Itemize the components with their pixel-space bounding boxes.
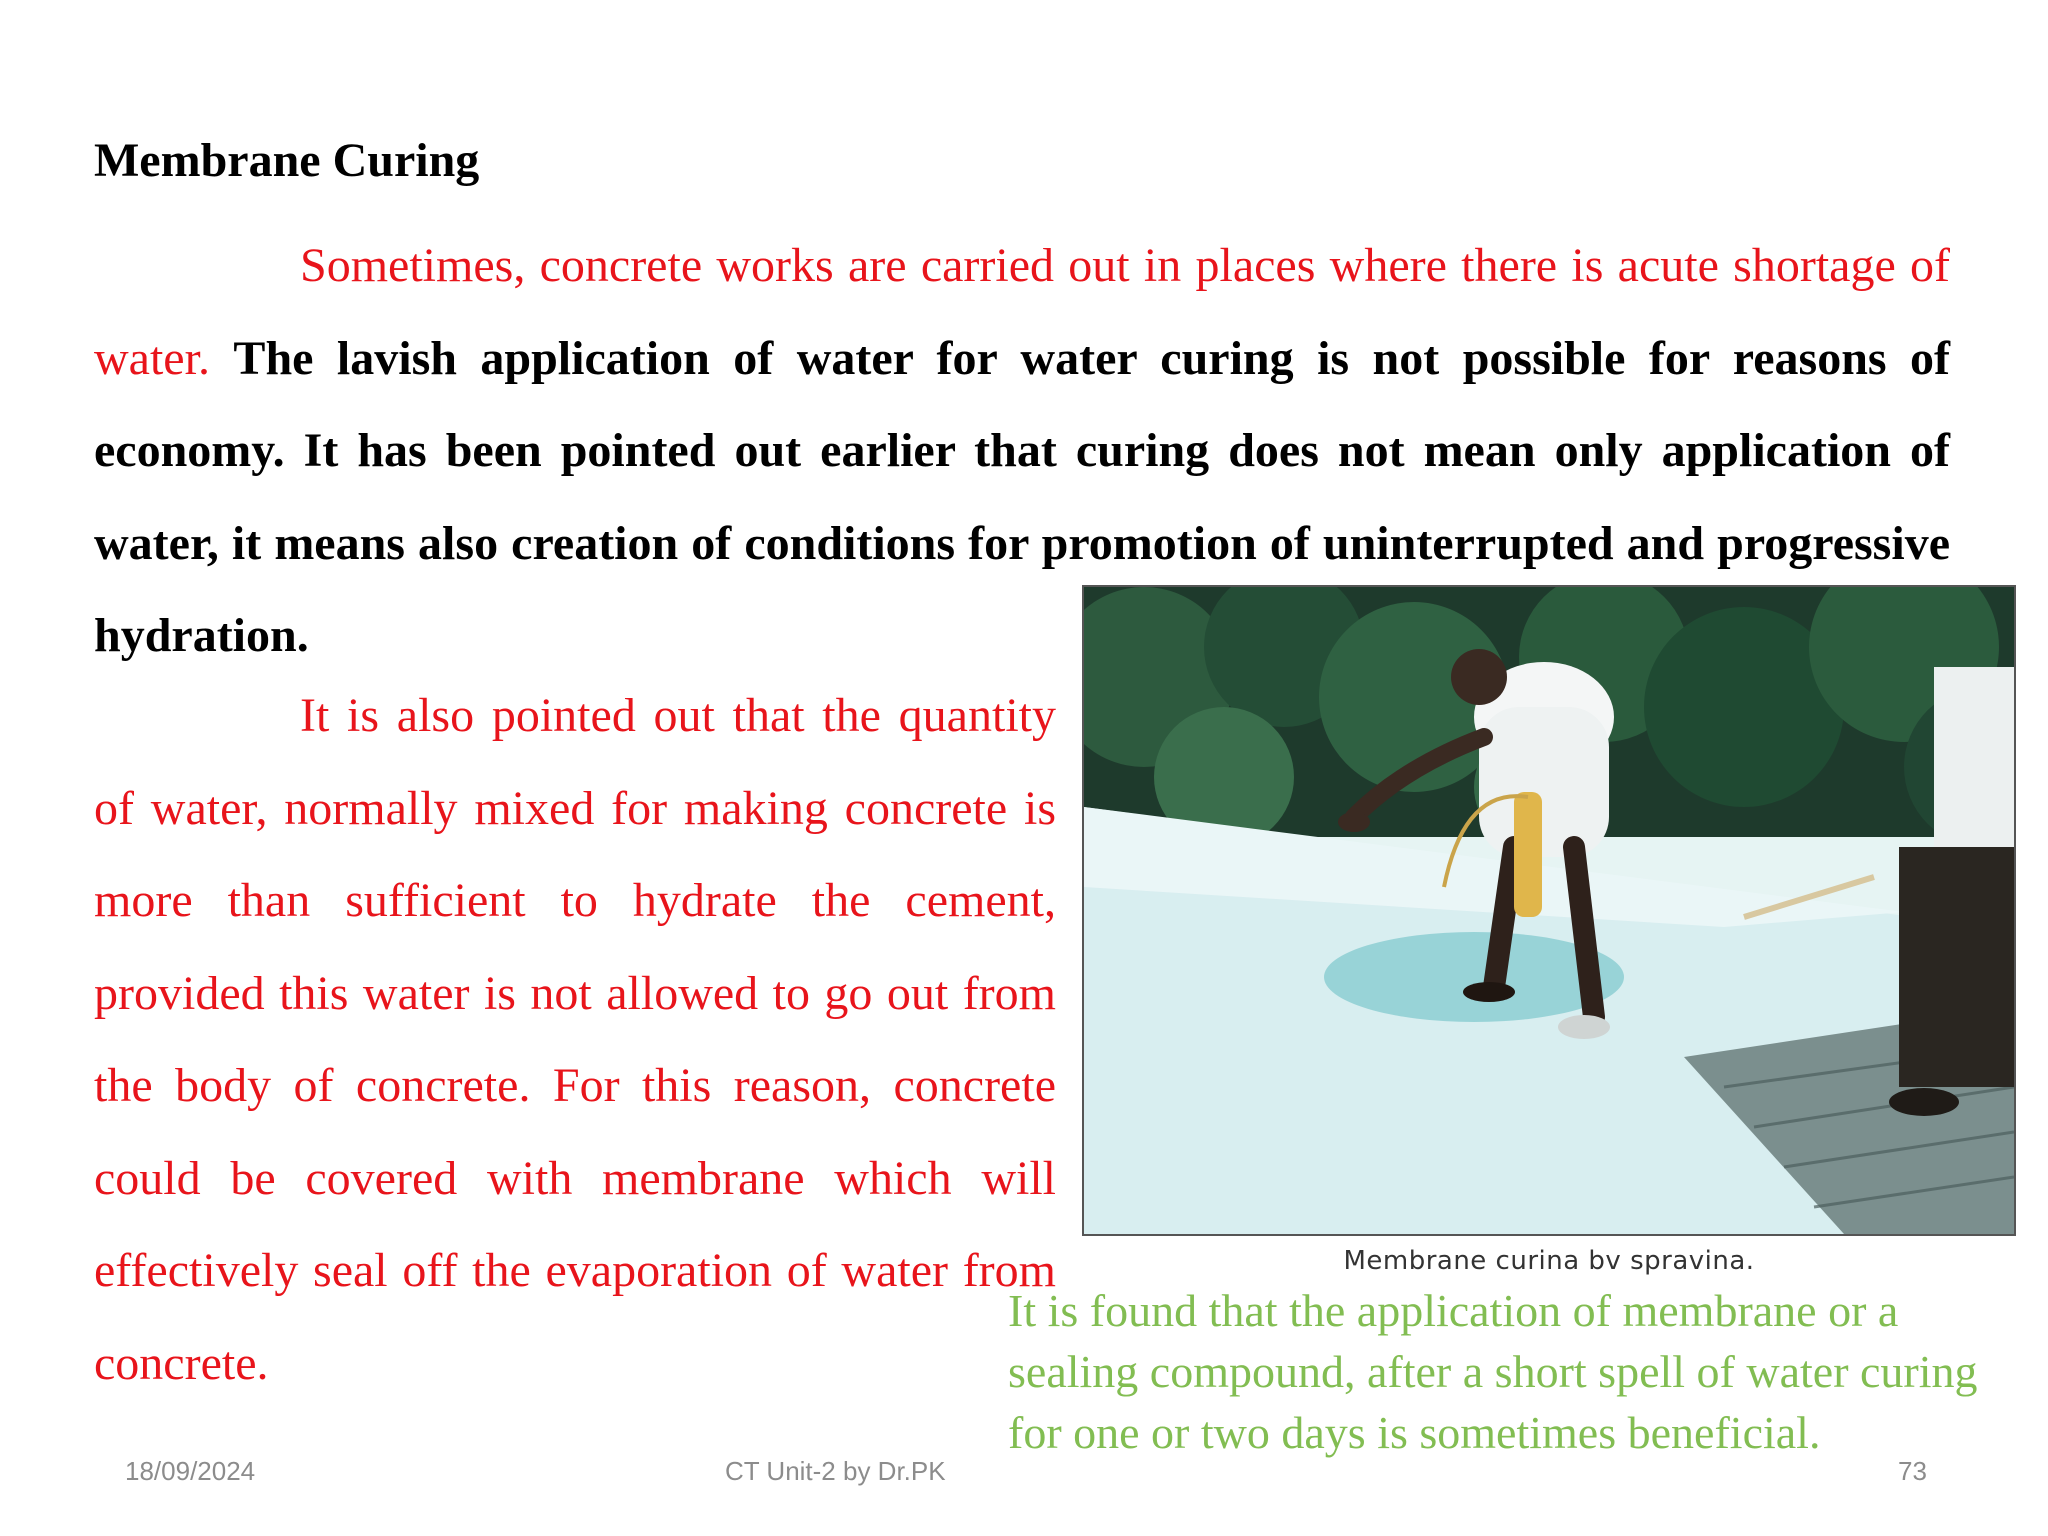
membrane-curing-photo	[1082, 585, 2016, 1236]
slide-number: 73	[1898, 1456, 1927, 1486]
water-paragraph-text: It is also pointed out that the quantity of water, normally mixed for making concrete is more than sufficient to hydrate the cement, provided this water is not allowed to go out from the body of concrete. For this reason, concrete could be covered with membrane which will effectively seal off the evaporation of water from concrete.	[94, 689, 1056, 1390]
intro-bold-text: The lavish application of water for water curing is not possible for reasons of economy. It has been pointed out earlier that curing does not mean only application of water, it means also creation of conditions for promotion of uninterrupted and progressive hydration.	[94, 331, 1951, 662]
footer-date: 18/09/2024	[125, 1456, 256, 1486]
slide-heading: Membrane Curing	[94, 134, 480, 187]
photo-illustration	[1084, 587, 2014, 1234]
green-note: It is found that the application of membrane or a sealing compound, after a short spell of water curing for one or two days is sometimes beneficial.	[1008, 1285, 1978, 1458]
intro-red-text: Sometimes, concrete works are carried out in places where there is acute shortage of water.	[94, 239, 1950, 385]
footer-title: CT Unit-2 by Dr.PK	[725, 1456, 946, 1486]
photo-caption: Membrane curina bv spravina.	[1343, 1246, 1755, 1276]
water-paragraph	[94, 670, 1056, 1410]
